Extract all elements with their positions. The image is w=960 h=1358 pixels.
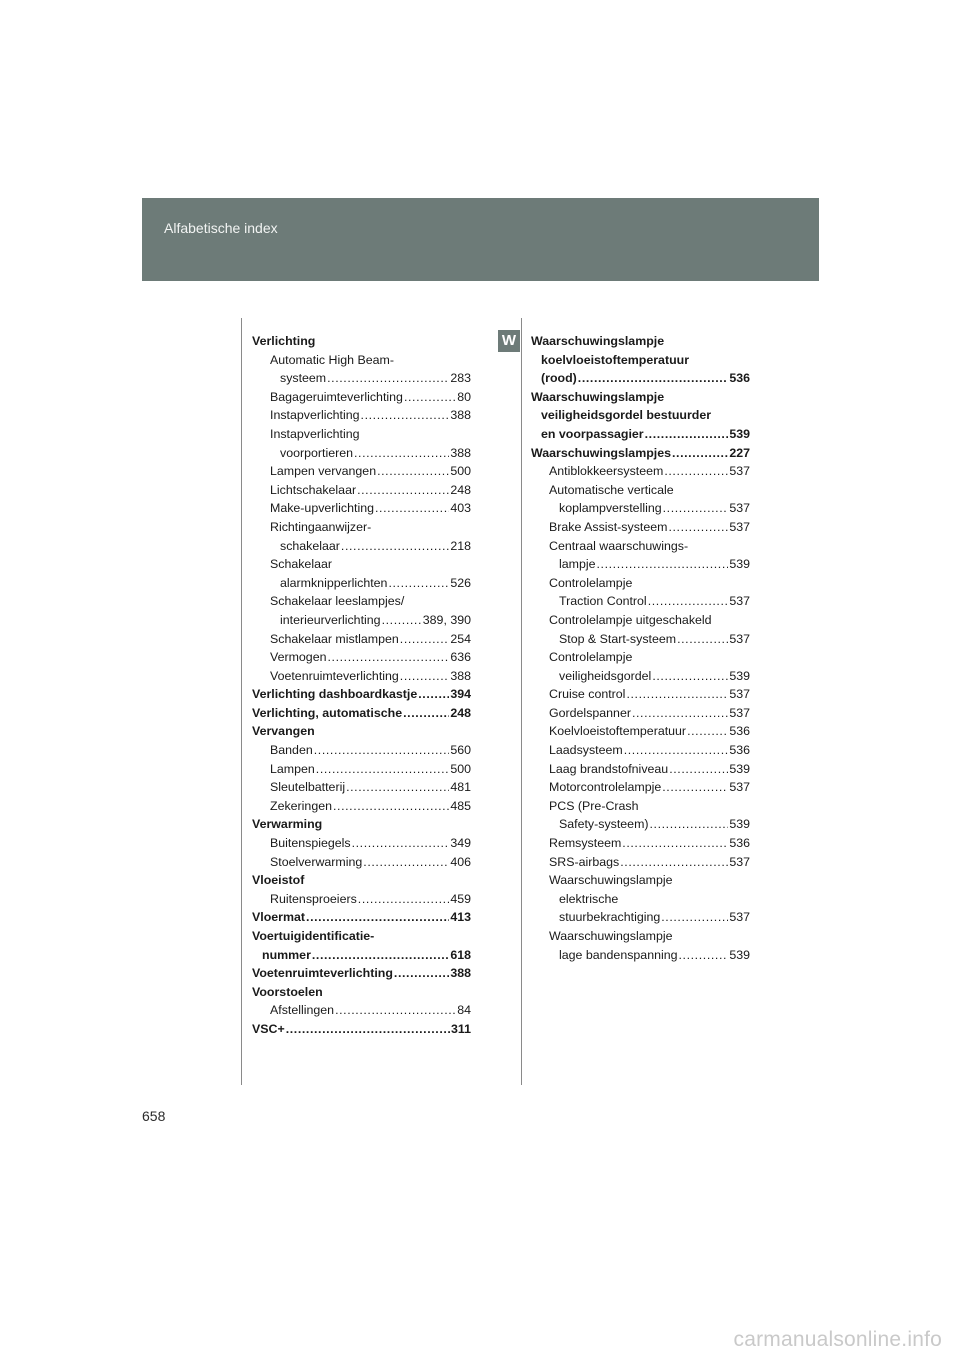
page-reference: 227 [729, 445, 750, 460]
dot-leader [358, 890, 450, 909]
page-reference: 459 [450, 891, 471, 906]
index-term-text: Safety-systeem) [559, 817, 649, 832]
dot-leader [333, 797, 449, 816]
dot-leader [620, 853, 728, 872]
index-term-text: Vloeistof [252, 873, 305, 888]
dot-leader [668, 518, 728, 537]
page-reference: 537 [729, 687, 750, 702]
index-subentry [531, 648, 750, 685]
index-term-text: Instapverlichting [270, 426, 360, 441]
index-term-text: Vermogen [270, 650, 327, 665]
page-reference: 80 [457, 389, 471, 404]
index-term-text: Laag brandstofniveau [549, 761, 669, 776]
page-reference: 537 [729, 501, 750, 516]
dot-leader [669, 760, 728, 779]
dot-leader [404, 388, 456, 407]
index-term-text: Waarschuwingslampje [549, 929, 673, 943]
index-subentry [252, 351, 471, 388]
index-term-text: Lampen vervangen [270, 464, 377, 479]
index-subentry [531, 853, 750, 872]
index-term-text: Waarschuwingslampje [549, 873, 673, 888]
index-term-text: Voetenruimteverlichting [252, 966, 393, 981]
index-term-text: Automatische verticale [549, 482, 674, 497]
index-term-text: Schakelaar [270, 557, 332, 572]
dot-leader [645, 425, 729, 444]
page-reference: 539 [729, 817, 750, 832]
index-column-right [531, 332, 750, 964]
index-term-text: (rood) [541, 371, 577, 386]
index-term-text: Voertuigidentificatie- [252, 929, 375, 943]
index-term-text: elektrische [559, 891, 619, 906]
index-subentry [531, 611, 750, 648]
page-reference: 283 [450, 371, 471, 386]
index-term-text: voorportieren [280, 445, 354, 460]
page-reference: 218 [450, 538, 471, 553]
index-subentry [531, 537, 750, 574]
index-term-text: Automatic High Beam- [270, 352, 394, 367]
dot-leader [418, 685, 449, 704]
index-term-text: lage bandenspanning [559, 947, 678, 962]
dot-leader [632, 704, 728, 723]
index-subentry [531, 574, 750, 611]
index-term-text: en voorpassagier [541, 426, 644, 441]
index-subentry [531, 518, 750, 537]
index-term-text: Bagageruimteverlichting [270, 389, 403, 404]
middle-column-rule [521, 318, 522, 1085]
index-subentry [252, 555, 471, 592]
index-term-text: Schakelaar leeslampjes/ [270, 594, 405, 609]
index-term-text: Traction Control [559, 594, 647, 609]
dot-leader [578, 369, 729, 388]
index-term-text: koplampverstelling [559, 501, 662, 516]
index-subentry [252, 797, 471, 816]
dot-leader [394, 964, 449, 983]
page-reference: 537 [729, 854, 750, 869]
index-subentry [252, 1001, 471, 1020]
index-term-text: Remsysteem [549, 836, 622, 851]
page-reference: 539 [729, 557, 750, 572]
index-entry [252, 815, 471, 834]
dot-leader [377, 462, 449, 481]
index-term-text: veiligheidsgordel bestuurder [541, 408, 712, 423]
index-subentry [252, 760, 471, 779]
dot-leader [312, 946, 449, 965]
index-term-text: Richtingaanwijzer- [270, 519, 372, 534]
index-subentry [531, 685, 750, 704]
index-term-text: Buitenspiegels [270, 836, 351, 851]
dot-leader [382, 611, 422, 630]
index-term-text: Motorcontrolelampje [549, 780, 662, 795]
index-subentry [252, 388, 471, 407]
index-subentry [252, 462, 471, 481]
page-reference: 618 [450, 947, 471, 962]
index-entry [252, 871, 471, 890]
dot-leader [357, 481, 449, 500]
index-subentry [531, 481, 750, 518]
index-subentry [252, 834, 471, 853]
dot-leader [672, 444, 728, 463]
page-reference: 560 [450, 743, 471, 758]
page-reference: 539 [729, 761, 750, 776]
index-term-text: SRS-airbags [549, 854, 620, 869]
index-term-text: Ruitensproeiers [270, 891, 357, 906]
index-subentry [531, 797, 750, 834]
page-reference: 537 [729, 705, 750, 720]
index-subentry [252, 406, 471, 425]
page-reference: 406 [450, 854, 471, 869]
index-term-text: Verlichting dashboardkastje [252, 687, 418, 702]
index-term-text: Stop & Start-systeem [559, 631, 677, 646]
page-reference: 539 [729, 668, 750, 683]
index-term-text: Brake Assist-systeem [549, 519, 668, 534]
index-term-text: Make-upverlichting [270, 501, 374, 516]
index-entry [252, 722, 471, 741]
dot-leader [388, 574, 449, 593]
dot-leader [664, 462, 728, 481]
page-reference: 388 [450, 668, 471, 683]
dot-leader [624, 741, 729, 760]
index-term-text: Koelvloeistoftemperatuur [549, 724, 687, 739]
index-term-text: Antiblokkeersysteem [549, 464, 664, 479]
page-reference: 388 [450, 445, 471, 460]
index-entry [531, 444, 750, 463]
dot-leader [679, 946, 729, 965]
dot-leader [622, 834, 728, 853]
index-term-text: nummer [262, 947, 311, 962]
index-term-text: Stoelverwarming [270, 854, 363, 869]
index-term-text: Banden [270, 743, 313, 758]
header-title: Alfabetische index [164, 220, 278, 236]
index-term-text: Lichtschakelaar [270, 482, 357, 497]
dot-leader [400, 667, 450, 686]
watermark: carmanualsonline.info [733, 1328, 942, 1351]
index-column-left [252, 332, 471, 1039]
page-reference: 311 [451, 1021, 471, 1036]
dot-leader [341, 537, 449, 556]
index-term-text: stuurbekrachtiging [559, 910, 661, 925]
dot-leader [316, 760, 450, 779]
dot-leader [354, 444, 449, 463]
index-term-text: interieurverlichting [280, 612, 381, 627]
index-term-text: Lampen [270, 761, 315, 776]
page-reference: 537 [729, 780, 750, 795]
page-reference: 413 [450, 910, 471, 925]
index-term-text: Vloermat [252, 910, 306, 925]
index-entry [252, 704, 471, 723]
index-subentry [531, 834, 750, 853]
dot-leader [663, 499, 729, 518]
page-reference: 248 [450, 482, 471, 497]
index-term-text: Controlelampje [549, 575, 633, 590]
index-term-text: Verlichting [252, 334, 316, 348]
index-term-text: Voetenruimteverlichting [270, 668, 399, 683]
page-reference: 537 [729, 464, 750, 479]
index-term-text: Vervangen [252, 724, 315, 739]
index-term-text: Afstellingen [270, 1003, 335, 1018]
dot-leader [327, 369, 449, 388]
page-reference: 537 [729, 519, 750, 534]
page-reference: 537 [729, 631, 750, 646]
page-reference: 254 [450, 631, 471, 646]
index-subentry [531, 778, 750, 797]
page-reference: 481 [450, 780, 471, 795]
dot-leader [687, 722, 728, 741]
dot-leader [352, 834, 450, 853]
dot-leader [652, 667, 728, 686]
index-term-text: systeem [280, 371, 327, 386]
index-subentry [252, 741, 471, 760]
index-entry [252, 983, 471, 1002]
index-subentry [531, 741, 750, 760]
index-subentry [252, 648, 471, 667]
index-term-text: Waarschuwingslampje [531, 334, 665, 348]
page-reference: 536 [729, 724, 750, 739]
index-subentry [531, 760, 750, 779]
index-term-text: Waarschuwingslampjes [531, 445, 672, 460]
dot-leader [361, 406, 450, 425]
page-reference: 500 [450, 464, 471, 479]
page-reference: 536 [729, 836, 750, 851]
index-subentry [252, 667, 471, 686]
dot-leader [375, 499, 449, 518]
page-reference: 248 [450, 705, 471, 720]
index-subentry [252, 890, 471, 909]
page-reference: 526 [450, 575, 471, 590]
dot-leader [662, 778, 728, 797]
index-entry [252, 964, 471, 983]
index-subentry [252, 499, 471, 518]
page-reference: 394 [450, 687, 471, 702]
page-reference: 636 [450, 650, 471, 665]
dot-leader [314, 741, 450, 760]
dot-leader [650, 815, 729, 834]
index-subentry [252, 592, 471, 629]
index-term-text: Verlichting, automatische [252, 705, 403, 720]
index-term-text: Cruise control [549, 687, 626, 702]
dot-leader [597, 555, 729, 574]
dot-leader [363, 853, 449, 872]
index-subentry [531, 871, 750, 927]
index-entry [252, 685, 471, 704]
index-term-text: Controlelampje [549, 650, 633, 665]
page-number: 658 [142, 1108, 166, 1124]
page-reference: 389, 390 [422, 612, 471, 627]
index-term-text: Controlelampje uitgeschakeld [549, 612, 712, 627]
index-subentry [252, 778, 471, 797]
index-subentry [252, 630, 471, 649]
index-term-text: Voorstoelen [252, 984, 323, 999]
page-reference: 536 [729, 743, 750, 758]
index-subentry [531, 722, 750, 741]
index-term-text: Verwarming [252, 817, 323, 832]
dot-leader [648, 592, 729, 611]
index-subentry [531, 704, 750, 723]
index-entry [252, 927, 471, 964]
page-reference: 388 [450, 408, 471, 423]
index-term-text: alarmknipperlichten [280, 575, 388, 590]
page-reference: 537 [729, 910, 750, 925]
index-subentry [252, 853, 471, 872]
header-band [142, 198, 819, 281]
index-entry [252, 908, 471, 927]
section-letter-badge: W [498, 330, 520, 352]
page-reference: 537 [729, 594, 750, 609]
index-term-text: Sleutelbatterij [270, 780, 346, 795]
index-term-text: Waarschuwingslampje [531, 389, 665, 404]
index-term-text: Centraal waarschuwings- [549, 538, 689, 553]
page-reference: 403 [450, 501, 471, 516]
index-term-text: koelvloeistoftemperatuur [541, 352, 690, 367]
page-reference: 536 [729, 371, 750, 386]
left-column-rule [241, 318, 242, 1085]
index-subentry [531, 927, 750, 964]
index-term-text: lampje [559, 557, 596, 572]
page-reference: 349 [450, 836, 471, 851]
page-reference: 388 [450, 966, 471, 981]
dot-leader [306, 908, 449, 927]
index-entry [531, 332, 750, 388]
index-term-text: PCS (Pre-Crash [549, 798, 639, 813]
page-reference: 485 [450, 798, 471, 813]
index-entry [252, 332, 471, 351]
index-subentry [252, 425, 471, 462]
index-term-text: Zekeringen [270, 798, 332, 813]
index-term-text: Gordelspanner [549, 705, 631, 720]
index-entry [252, 1020, 471, 1039]
dot-leader [403, 704, 449, 723]
index-subentry [531, 462, 750, 481]
index-subentry [252, 481, 471, 500]
index-subentry [252, 518, 471, 555]
dot-leader [400, 630, 450, 649]
dot-leader [335, 1001, 456, 1020]
index-entry [531, 388, 750, 444]
dot-leader [677, 630, 728, 649]
dot-leader [661, 908, 728, 927]
index-term-text: Laadsysteem [549, 743, 623, 758]
dot-leader [626, 685, 728, 704]
dot-leader [346, 778, 449, 797]
index-term-text: Schakelaar mistlampen [270, 631, 399, 646]
index-term-text: VSC+ [252, 1021, 285, 1036]
page-reference: 539 [729, 426, 750, 441]
index-term-text: schakelaar [280, 538, 340, 553]
dot-leader [286, 1020, 450, 1039]
page-reference: 84 [457, 1003, 471, 1018]
page-reference: 500 [450, 761, 471, 776]
index-term-text: veiligheidsgordel [559, 668, 652, 683]
dot-leader [327, 648, 449, 667]
index-term-text: Instapverlichting [270, 408, 360, 423]
page-reference: 539 [729, 947, 750, 962]
